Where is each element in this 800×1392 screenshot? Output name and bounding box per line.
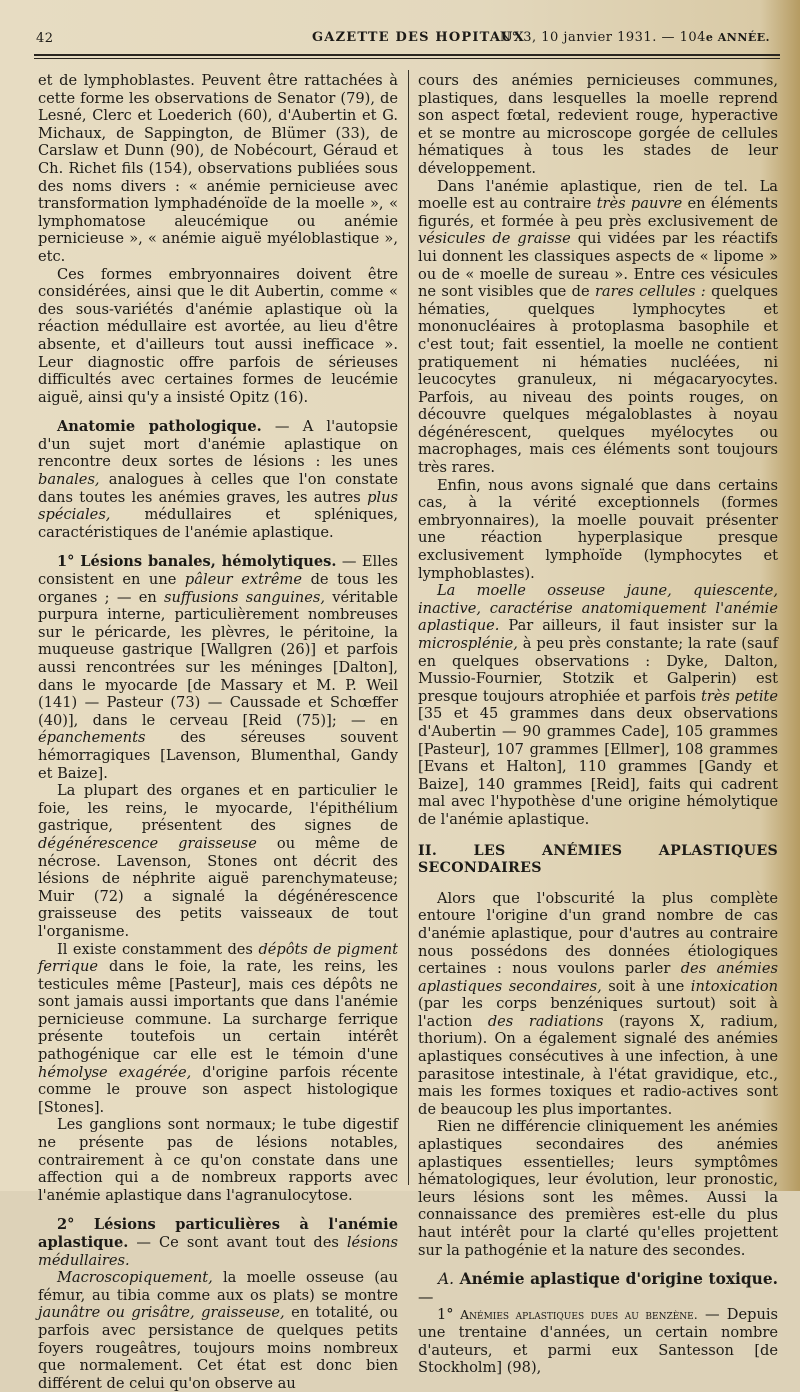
chapter-heading: II. LES ANÉMIES APLASTIQUES SECONDAIRES [418,842,778,877]
header-rule [34,54,780,59]
paragraph: Ces formes embryonnaires doivent être considérées, ainsi que le dit Aubertin, comme « des sous-variétés d'anémie aplastique où la réaction médullaire est avortée, au lieu d'être absente, et d'ailleurs tout aussi inefficace ». Leur diagnostic offre parfois de sérieuses difficultés avec certaines formes de leucémie aiguë, ainsi qu'y a insisté Opitz (16). [38,265,398,406]
issue-info: N° 3, 10 janvier 1931. — 104e ANNÉE. [499,30,770,45]
paragraph: Dans l'anémie aplastique, rien de tel. La moelle est au contraire très pauvre en éléments figurés, et formée à peu près exclusivement de vésicules de graisse qui vidées par les réactifs lui donnent les classiques aspects de « lipome » ou de « moelle de sureau ». Entre ces vésicules ne sont visibles que de rares cellules : quelques hématies, quelques lymphocytes et mononucléaires à protoplasma basophile et c'est tout; fait essentiel, la moelle ne contient pratiquement ni hématies nucléées, ni leucocytes granuleux, ni mégacaryocytes. Parfois, au niveau des points rouges, on découvre quelques mégaloblastes à noyau dégénérescent, quelques myélocytes ou macrophages, mais ces éléments sont toujours très rares. [418,177,779,477]
subsection-lesions-particulieres: 2° Lésions particulières à l'anémie aplastique. — Ce sont avant tout des lésions médullaires. [38,1216,398,1269]
left-column [38,72,398,1392]
subsection-heading: 1° Lésions banales, hémolytiques. [56,553,337,571]
paragraph: Il existe constamment des dépôts de pigment ferrique dans le foie, la rate, les reins, les testicules même [Pasteur], mais ces dépôts ne sont jamais aussi importants que dans l'anémie pernicieuse commune. La surcharge ferrique présente toutefois un certain intérêt pathogénique car elle est le témoin d'une hémolyse exagérée, d'origine parfois récente comme le prouve son aspect histologique [Stones]. [38,940,398,1116]
subsection-lesions-banales: 1° Lésions banales, hémolytiques. — Elles consistent en une pâleur extrême de tous les organes ; — en suffusions sanguines, véritable purpura interne, particulièrement nombreuses sur le péricarde, les plèvres, le péritoine, la muqueuse gastrique [Wallgren (26)] et parfois aussi rencontrées sur les méninges [Dalton], dans le myocarde [de Massary et M. P. Weil (141) — Pasteur (73) — Caussade et Schœffer (40)], dans le cerveau [Reid (75)]; — en épanchements des séreuses souvent hémorragiques [Lavenson, Blumenthal, Gandy et Baize]. [38,553,399,782]
journal-title: GAZETTE DES HOPITAUX [312,30,525,45]
column-divider [408,70,409,1185]
paragraph: La plupart des organes et en particulier le foie, les reins, le myocarde, l'épithélium gastrique, présentent des signes de dégénérescence graisseuse ou même de nécrose. Lavenson, Stones ont décrit des lésions de néphrite aiguë parenchymateuse; Muir (72) a signalé la dégénérescence graisseuse des petits vaisseaux de tout l'organisme. [38,782,398,940]
right-column [418,72,778,1377]
section-toxique: A. Anémie aplastique d'origine toxique. — [418,1270,778,1306]
paragraph: cours des anémies pernicieuses communes, plastiques, dans lesquelles la moelle reprend son aspect fœtal, redevient rouge, hyperactive et se montre au microscope gorgée de cellules hématiques à tous les stades de leur développement. [418,72,778,177]
section-anatomie: Anatomie pathologique. — A l'autopsie d'un sujet mort d'anémie aplastique on rencontre deux sortes de lésions : les unes banales, analogues à celles que l'on constate dans toutes les anémies graves, les autres plus spéciales, médullaires et spléniques, caractéristiques de l'anémie aplastique. [38,418,398,541]
paragraph: 1° Anémies aplastiques dues au benzène. — Depuis une trentaine d'années, un certain nombre d'auteurs, et parmi eux Santesson [de Stockholm] (98), [418,1306,778,1377]
paragraph: Rien ne différencie cliniquement les anémies aplastiques secondaires des anémies aplastiques essentielles; leurs symptômes hématologiques, leur évolution, leur pronostic, leurs lésions sont les mêmes. Aussi la connaissance des premières est-elle du plus haut intérêt pour la clarté qu'elles projettent sur la pathogénie et la nature des secondes. [418,1118,778,1259]
page-number: 42 [36,31,54,46]
running-header [36,28,770,50]
section-heading: Anatomie pathologique. [56,418,262,436]
paragraph: Enfin, nous avons signalé que dans certains cas, à la vérité exceptionnels (formes embryonnaires), la moelle pouvait présenter une réaction hyperplasique presque exclusivement lymphoïde (lymphocytes et lymphoblastes). [418,476,778,582]
paragraph: et de lymphoblastes. Peuvent être rattachées à cette forme les observations de Senator (79), de Lesné, Clerc et Loederich (60), d'Aubertin et G. Michaux, de Sappington, de Blümer (33), de Carslaw et Dunn (90), de Nobécourt, Géraud et Ch. Richet fils (154), observations publiées sous des noms divers : « anémie pernicieuse avec transformation lymphadénoïde de la moelle », « lymphomatose aleucémique ou anémie pernicieuse », « anémie aiguë myéloblastique », etc. [38,72,398,265]
paragraph: Les ganglions sont normaux; le tube digestif ne présente pas de lésions notables, contrairement à ce qu'on constate dans une affection qui a de nombreux rapports avec l'anémie aplastique dans l'agranulocytose. [38,1116,398,1204]
paragraph: Macroscopiquement, la moelle osseuse (au fémur, au tibia comme aux os plats) se montre jaunâtre ou grisâtre, graisseuse, en totalité, ou parfois avec persistance de quelques petits foyers rougeâtres, toujours moins nombreux que normalement. Cet état est donc bien différent de celui qu'on observe au [38,1269,398,1392]
subsection-heading: 2° Lésions particulières à l'anémie aplastique. [38,1216,398,1251]
paragraph: Alors que l'obscurité la plus complète entoure l'origine d'un grand nombre de cas d'anémie aplastique, pour d'autres au contraire nous possédons des données étiologiques certaines : nous voulons parler des anémies aplastiques secondaires, soit à une intoxication (par les corps benzéniques surtout) soit à l'action des radiations (rayons X, radium, thorium). On a également signalé des anémies aplastiques consécutives à une infection, à une parasitose intestinale, à l'état gravidique, etc., mais les formes toxiques et radio-actives sont de beaucoup les plus importantes. [418,889,779,1118]
subsection-heading: Anémies aplastiques dues au benzène. [453,1307,698,1323]
paragraph: La moelle osseuse jaune, quiescente, inactive, caractérise anatomiquement l'anémie aplastique. Par ailleurs, il faut insister sur la microsplénie, à peu près constante; la rate (sauf en quelques observations : Dyke, Dalton, Mussio-Fournier, Stotzik et Galperin) est presque toujours atrophiée et parfois très petite [35 et 45 grammes dans deux observations d'Aubertin — 90 grammes Cade], 105 grammes [Pasteur], 107 grammes [Ellmer], 108 grammes [Evans et Halton], 110 grammes [Gandy et Baize], 140 grammes [Reid], faits qui cadrent mal avec l'hypothèse d'une origine hémolytique de l'anémie aplastique. [418,582,778,828]
section-heading: Anémie aplastique d'origine toxique. [454,1270,778,1289]
